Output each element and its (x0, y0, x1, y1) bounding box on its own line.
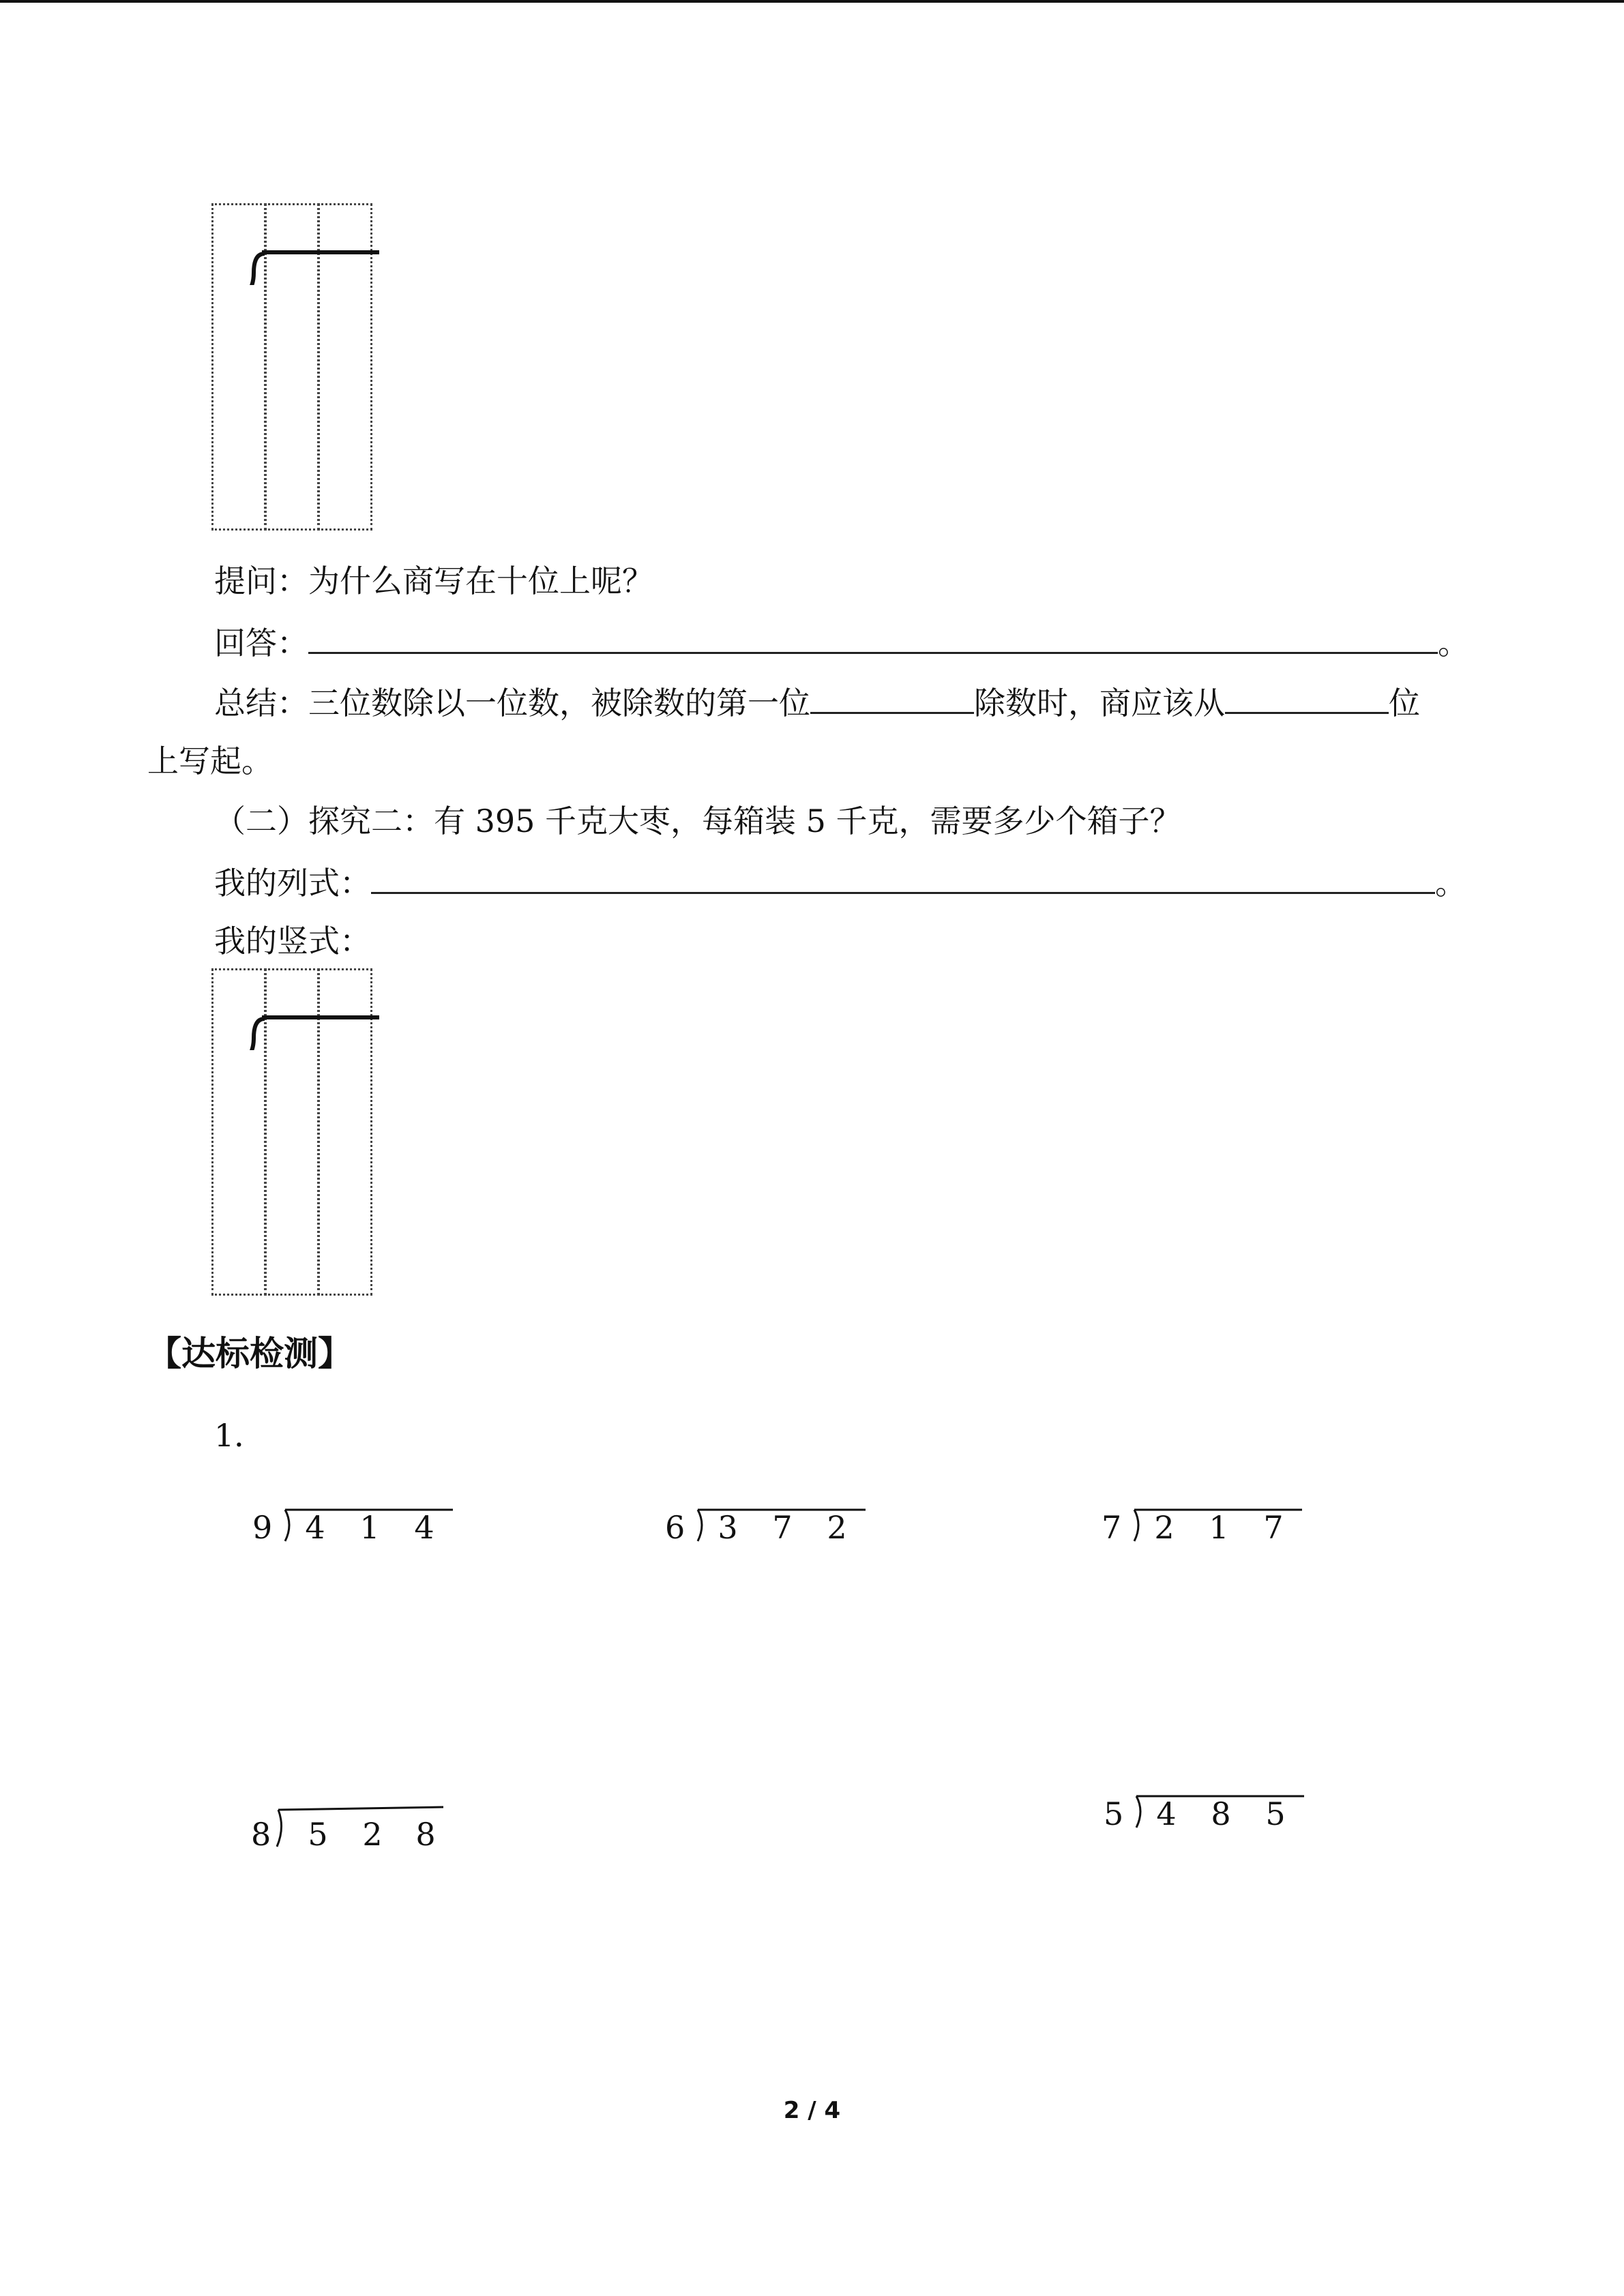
divisor: 7 (1102, 1509, 1122, 1546)
division-problem-5 (1104, 1787, 1308, 1855)
division-problem-1 (252, 1500, 457, 1568)
summary-blank-1[interactable] (810, 681, 974, 714)
question-line: 提问：为什么商写在十位上呢？ (214, 563, 653, 599)
dividend-digit: 7 (1263, 1509, 1284, 1546)
dividend-digit: 2 (362, 1816, 383, 1853)
division-grid-2 (211, 968, 372, 1296)
division-bracket-icon (211, 968, 382, 1050)
divisor: 8 (251, 1816, 271, 1853)
dividend-digit: 8 (415, 1816, 436, 1853)
section-heading: 【达标检测】 (147, 1334, 352, 1373)
expression-line: 我的列式： 。 (214, 861, 1466, 904)
dividend-digit: 7 (772, 1509, 793, 1546)
division-problem-2 (665, 1500, 870, 1568)
dividend-digit: 4 (414, 1509, 434, 1546)
division-grid-1 (211, 203, 372, 531)
division-problem-3 (1102, 1500, 1306, 1568)
division-bracket-icon (211, 203, 382, 285)
divisor: 9 (252, 1509, 273, 1546)
dividend-digit: 1 (359, 1509, 380, 1546)
exercise-number: 1． (214, 1417, 266, 1454)
dividend-digit: 1 (1209, 1509, 1229, 1546)
dividend-digit: 5 (1265, 1795, 1286, 1832)
divisor: 6 (665, 1509, 685, 1546)
dividend-digit: 8 (1211, 1795, 1231, 1832)
dividend-digit: 5 (308, 1816, 328, 1853)
page-number: 2 / 4 (783, 2097, 841, 2124)
dividend-digit: 4 (1156, 1795, 1177, 1832)
vertical-label: 我的竖式： (214, 923, 371, 959)
dividend-digit: 3 (718, 1509, 738, 1546)
dividend-digit: 2 (1154, 1509, 1175, 1546)
division-problem-4 (251, 1800, 456, 1868)
summary-continuation: 上写起。 (147, 743, 273, 779)
summary-line: 总结：三位数除以一位数，被除数的第一位 除数时，商应该从 位 (214, 681, 1420, 724)
page-top-border (0, 0, 1624, 3)
summary-blank-2[interactable] (1225, 681, 1389, 714)
dividend-digit: 2 (827, 1509, 847, 1546)
expression-blank[interactable] (371, 861, 1435, 894)
dividend-digit: 4 (305, 1509, 325, 1546)
answer-blank[interactable] (308, 621, 1438, 654)
answer-line: 回答： 。 (214, 621, 1469, 664)
divisor: 5 (1104, 1795, 1124, 1832)
explore2-question: （二）探究二：有 395 千克大枣，每箱装 5 千克，需要多少个箱子？ (214, 803, 1181, 839)
